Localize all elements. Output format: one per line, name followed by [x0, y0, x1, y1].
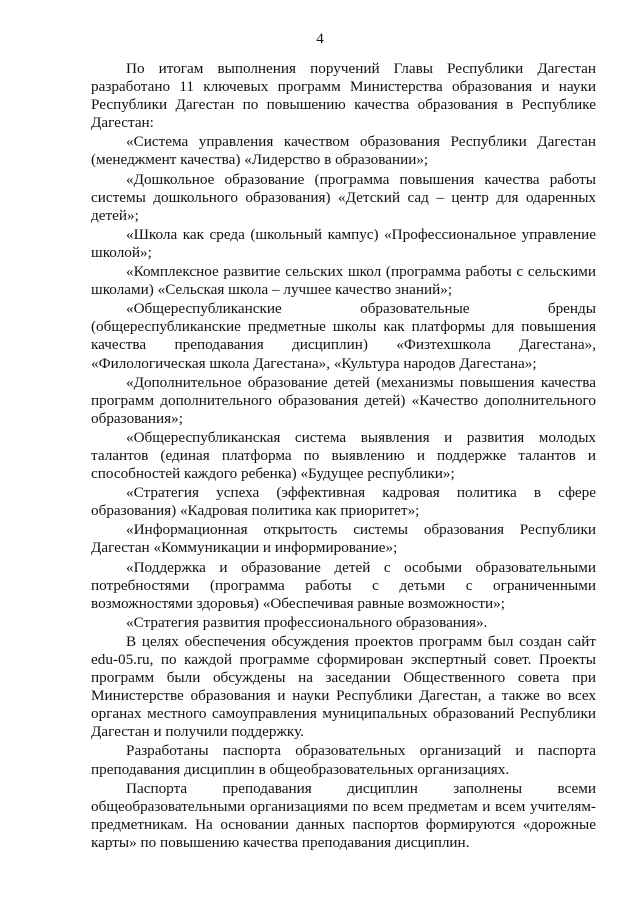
body-paragraph: Паспорта преподавания дисциплин заполнены всеми общеобразовательными организациями по всем предметам и всем учителям-предметникам. На основании данных паспортов формируются «дорожные карты» по повышению качества преподавания дисциплин.: [91, 779, 596, 851]
program-item: «Дошкольное образование (программа повышения качества работы системы дошкольного образования) «Детский сад – центр для одаренных детей»;: [91, 170, 596, 224]
program-item: «Общереспубликанская система выявления и развития молодых талантов (единая платформа по выявлению и поддержке талантов и способностей каждого ребенка) «Будущее республики»;: [91, 428, 596, 483]
program-item: «Общереспубликанские образовательные бренды (общереспубликанские предметные школы как платформы для повышения качества преподавания дисциплин) «Физтехшкола Дагестана», «Филологическая школа Дагестана», «Культура народов Дагестана»;: [91, 300, 596, 372]
document-body: [91, 60, 596, 852]
body-paragraph: В целях обеспечения обсуждения проектов программ был создан сайт edu-05.ru, по каждой программе сформирован экспертный совет. Проекты программ были обсуждены на заседании Общественного совета при Министерстве образования и науки Республики Дагестан, а также во всех органах местного самоуправления муниципальных образований Республики Дагестан и получили поддержку.: [91, 632, 596, 741]
page-number: 4: [316, 31, 324, 47]
program-item: «Комплексное развитие сельских школ (программа работы с сельскими школами) «Сельская школа – лучшее качество знаний»;: [91, 263, 596, 299]
program-item: «Система управления качеством образования Республики Дагестан (менеджмент качества) «Лидерство в образовании»;: [91, 133, 596, 169]
body-paragraph: Разработаны паспорта образовательных организаций и паспорта преподавания дисциплин в общеобразовательных организациях.: [91, 742, 596, 778]
program-item: «Стратегия развития профессионального образования».: [126, 613, 488, 631]
program-item: «Стратегия успеха (эффективная кадровая политика в сфере образования) «Кадровая политика как приоритет»;: [91, 484, 596, 520]
program-item: «Поддержка и образование детей с особыми образовательными потребностями (программа работы с детьми с ограниченными возможностями здоровья) «Обеспечивая равные возможности»;: [91, 558, 596, 612]
program-item: «Школа как среда (школьный кампус) «Профессиональное управление школой»;: [91, 225, 596, 261]
intro-paragraph: По итогам выполнения поручений Главы Республики Дагестан разработано 11 ключевых программ Министерства образования и науки Республики Дагестан по повышению качества образования в Республике Дагестан:: [91, 60, 596, 132]
program-item: «Информационная открытость системы образования Республики Дагестан «Коммуникации и информирование»;: [91, 521, 596, 557]
program-item: «Дополнительное образование детей (механизмы повышения качества программ дополнительного образования детей) «Качество дополнительного образования»;: [91, 373, 596, 427]
